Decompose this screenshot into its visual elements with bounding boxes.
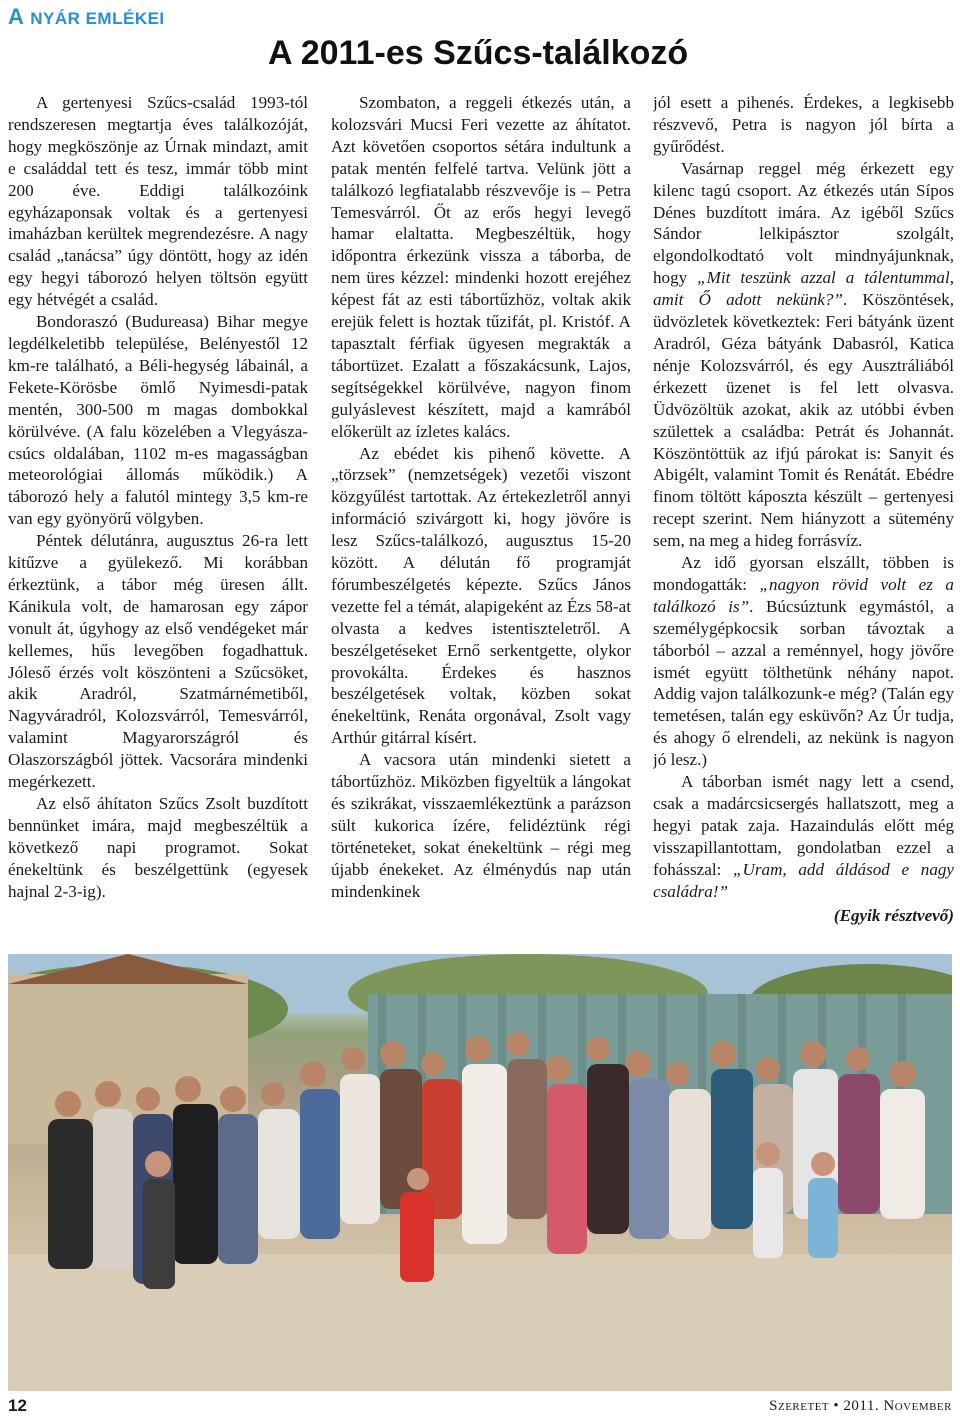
section-label: [8, 4, 165, 30]
text-run: A táborban ismét nagy lett a csend, csak a madárcsicsergés hallatszott, meg a hegyi patak zaja. Hazaindulás előtt még visszapillantottam, gondolatban ezzel a fohásszal:: [653, 772, 954, 879]
text-run: . Köszöntések, üdvözletek következtek: Feri bátyánk üzent Aradról, Géza bátyánk Dabasról, Katica nénje Kolozsvárról, és egy Ausztráliából érkezett üzenet is fel lett olvasva. Üdvözöltük azokat, akik az utóbbi évben születtek a családba: Petrát és Johannát. Köszöntöttük az ifjú párokat is: Sanyit és Abigélt, valamint Tomit és Renátát. Ebédre finom töltött káposzta készült – gertenyesi recept szerint. Nem hiányzott a sütemény sem, na meg a hideg forrásvíz.: [653, 290, 954, 551]
section-label-rest: NYÁR EMLÉKEI: [30, 9, 165, 28]
paragraph: Péntek délutánra, augusztus 26-ra lett kitűzve a gyülekező. Mi korábban érkeztünk, a tábor még üresen állt. Kánikula volt, de hamarosan egy zápor vonult át, úgyhogy az első vendégeket már kellemes, hűs levegőben fogadhattuk. Jóleső érzés volt köszönteni a Szűcsöket, akik Aradról, Szatmárnémetiből, Nagyváradról, Kolozsvárról, Temesvárról, valamint Magyarországról és Olaszországból jöttek. Vacsorára mindenki megérkezett.: [8, 531, 308, 792]
paragraph: jól esett a pihenés. Érdekes, a legkisebb részvevő, Petra is nagyon jól bírta a gyűrődést.: [653, 93, 954, 156]
signature: (Egyik résztvevő): [833, 905, 954, 925]
text-run: . Búcsúztunk egymástól, a személygépkocsik sorban távoztak a táborból – azzal a reménnyel, hogy jövőre ismét együtt tölthetünk néhány napot. Addig vajon találkozunk-e még? (Talán egy temetésen, talán egy esküvőn? Az Úr tudja, és ahogy ő elrendeli, az nekünk is nagyon jó lesz.): [653, 596, 954, 770]
section-label-first: A: [8, 4, 24, 29]
paragraph: [653, 771, 954, 902]
column-1: [8, 92, 308, 932]
paragraph: Az ebédet kis pihenő követte. A „törzsek” (nemzetségek) vezetői viszont közgyűlést tartottak. Az értekezletről annyi információ szivárgott ki, hogy jövőre is lesz Szűcs-találkozó, augusztus 15-20 között. A délután fő programját fórumbeszélgetés képezte. Szűcs János vezette fel a témát, alapigeként az Ézs 58-at olvasta a kedves istentiszteletről. A beszélgetéseket Ernő serkentgette, olykor provokálta. Érdekes és hasznos beszélgetések voltak, közben sokat énekeltünk, Renáta orgonával, Zsolt vagy Arthúr gitárral kísért.: [331, 443, 631, 748]
group-photo-icon: [8, 954, 952, 1391]
paragraph: A vacsora után mindenki sietett a tábortűzhöz. Miközben figyeltük a lángokat és szikrákat, visszaemlékeztünk a parázson sült kukorica ízére, felidéztünk régi történeteket, sokat énekeltünk – régi meg újabb énekeket. Az élménydús nap után mindenkinek: [331, 750, 631, 901]
footer-issue: [769, 1398, 952, 1415]
column-3: [653, 92, 954, 932]
paragraph: Az első áhítaton Szűcs Zsolt buzdított bennünket imára, majd megbeszéltük a következő napi programot. Sokat énekeltünk és beszélgettünk (egyesek hajnal 2-3-ig).: [8, 794, 308, 901]
column-2: [331, 92, 631, 932]
paragraph: [653, 158, 954, 552]
quote: „nagyon rövid volt ez a találkozó is”: [653, 574, 954, 616]
page-number: 12: [8, 1396, 27, 1415]
text-run: Vasárnap reggel még érkezett egy kilenc tagú csoport. Az étkezés után Sípos Dénes buzdított imára. Az igéből Szűcs Sándor lelkipásztor szolgált, elgondolkodtató volt mindnyájunknak, hogy: [653, 158, 954, 288]
group-photo: [8, 954, 952, 1391]
article-title: A 2011-es Szűcs-találkozó: [268, 34, 689, 72]
bullet-icon: •: [833, 1398, 840, 1414]
paragraph: Szombaton, a reggeli étkezés után, a kolozsvári Mucsi Feri vezette az áhítatot. Azt követően csoportos sétára indultunk a patak mentén felfelé tartva. Velünk jött a találkozó legfiatalabb részvevője is – Petra Temesvárról. Őt az erős hegyi levegő hamar elaltatta. Megbeszéltük, hogy időpontra érkezünk vissza a táborba, de nem üres kézzel: mindenki hozott erejéhez képest fát az esti tábortűzhöz, voltak akik erejük felett is hoztak tűzifát, pl. Kristóf. A tapasztalt férfiak ügyesen megrakták a tábortüzet. Ezalatt a főszakácsunk, Lajos, segítségekkel körülvéve, nagyon finom gulyáslevest készített, majd a kamrából előkerült az ízletes kalács.: [331, 93, 631, 441]
paragraph: Bondoraszó (Budureasa) Bihar megye legdélkeletibb települése, Belényestől 12 km-re található, a Béli-hegység lábainál, a Fekete-Körösbe ömlő Nyimesdi-patak mentén, 300-500 m magas dombokkal körülvéve. (A falu közelében a Vlegyásza-csúcs oldalában, 1102 m-es magasságban meteorológiai állomás működik.) A táborozó hely a falutól mintegy 3,5 km-re van egy gyönyörű völgyben.: [8, 312, 308, 529]
paragraph: A gertenyesi Szűcs-család 1993-tól rendszeresen megtartja éves találkozóját, hogy megköszönje az Úrnak mindazt, amit e családdal tett és tesz, immár több mint 200 éve. Eddigi találkozóink egyházaponsak voltak és a gertenyesi imaházban kerültek megrendezésre. A nagy család „tanácsa” úgy döntött, hogy az idén egy hegyi táborozó helyen töltsön együtt egy hétvégét a család.: [8, 93, 308, 310]
magazine-name: Szeretet: [769, 1398, 830, 1414]
quote: „Mit teszünk azzal a tálentummal, amit Ő adott nekünk?”: [653, 268, 954, 310]
text-run: Az idő gyorsan elszállt, többen is mondogatták:: [653, 553, 954, 594]
paragraph: [653, 552, 954, 771]
issue-year: 2011.: [843, 1398, 880, 1414]
issue-month: November: [883, 1398, 952, 1414]
quote: „Uram, add áldásod e nagy családra!”: [653, 859, 954, 901]
